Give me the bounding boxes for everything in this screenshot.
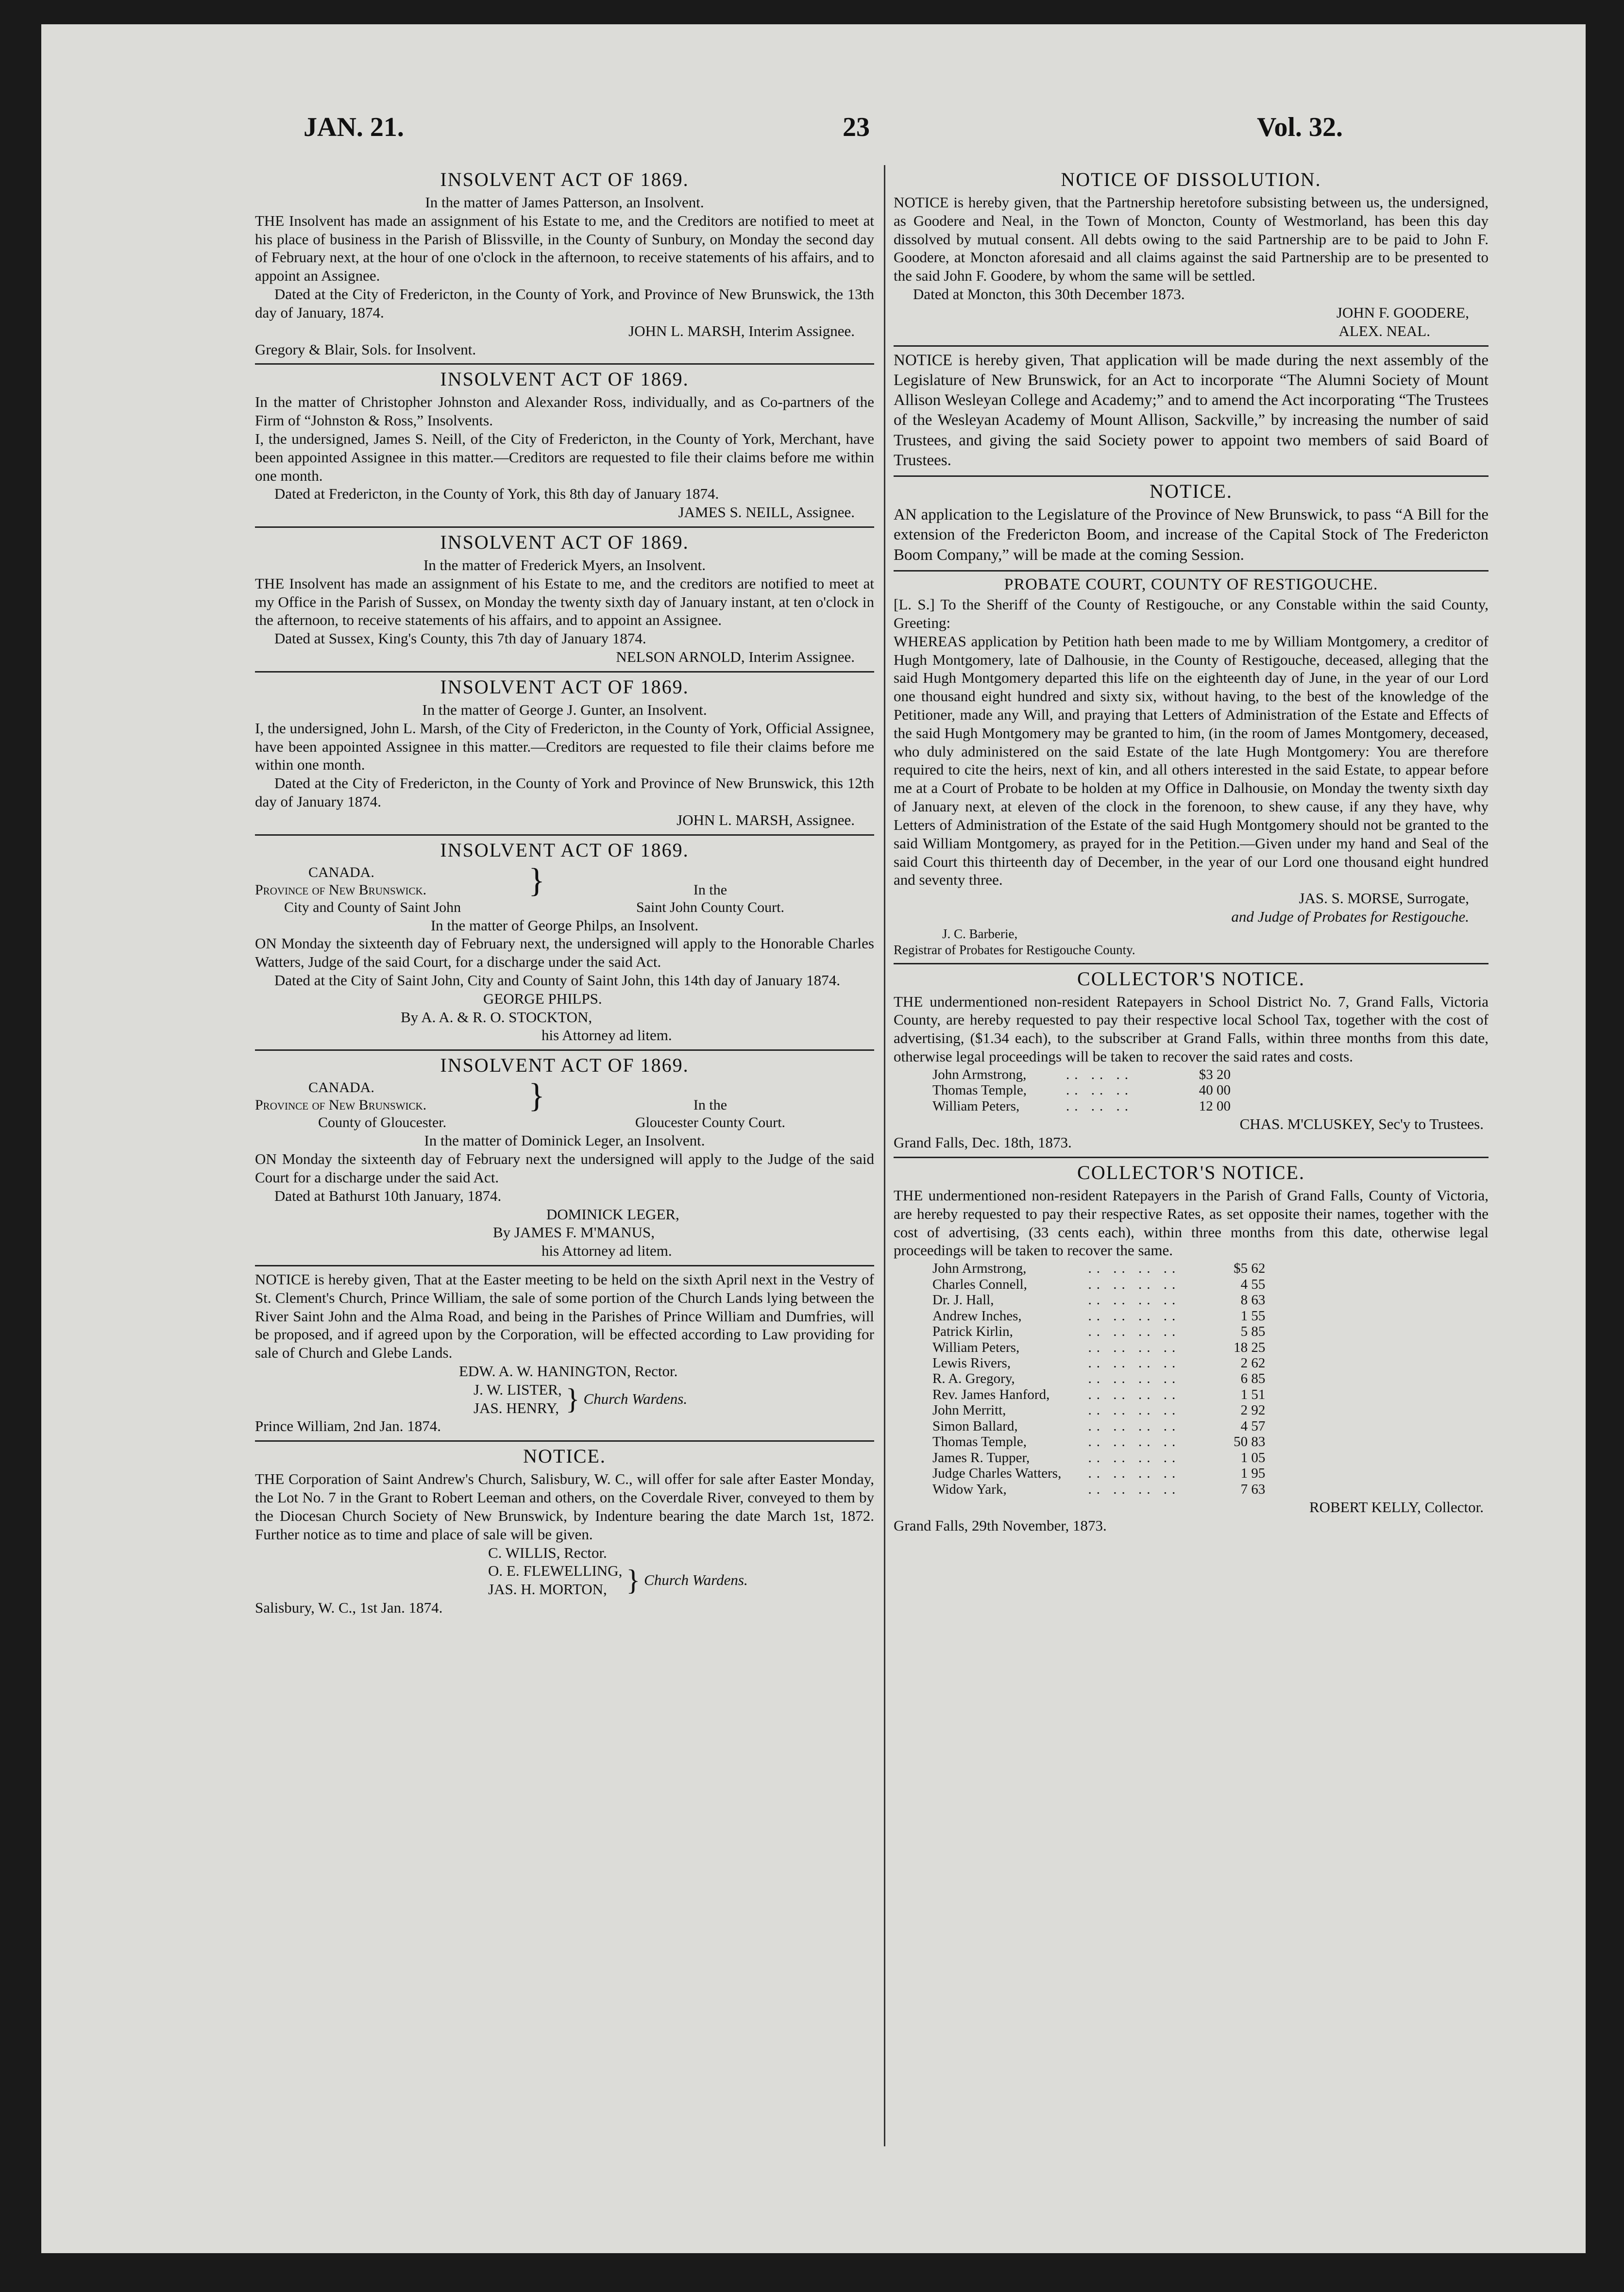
- ratepayer-row: [932, 1098, 1231, 1114]
- rector-signature: EDW. A. W. HANINGTON, Rector.: [459, 1363, 678, 1380]
- signature-by: By JAMES F. M'MANUS,: [493, 1224, 655, 1241]
- notice-body: THE undermentioned non-resident Ratepayers in School District No. 7, Grand Falls, Victoria County, are hereby requested to pay their respective local School Tax, together with the cost of advertising, ($1.34 each), to the subscriber at Grand Falls, within three months from this date, otherwise legal proceedings will be taken to recover the said rates and costs.: [894, 993, 1489, 1065]
- leader-dots: .. .. .. ..: [1088, 1434, 1181, 1450]
- notice-dissolution: [894, 165, 1489, 347]
- leader-dots: .. .. .. ..: [1088, 1276, 1181, 1292]
- notice-title: INSOLVENT ACT OF 1869.: [440, 368, 689, 390]
- ratepayer-row: [932, 1434, 1265, 1449]
- signature-by: By A. A. & R. O. STOCKTON,: [401, 1008, 592, 1026]
- notice-alumni-society: [894, 347, 1489, 477]
- notice-st-clements: [255, 1266, 874, 1442]
- notice-st-andrews: [255, 1442, 874, 1622]
- brace-icon: }: [528, 1077, 545, 1115]
- brace-icon: }: [626, 1564, 641, 1597]
- rate-amount: 8 63: [1240, 1292, 1266, 1308]
- notice-signature: JOHN L. MARSH, Assignee.: [677, 811, 855, 828]
- notice-probate-court: [894, 572, 1489, 964]
- ratepayer-name: Rev. James Hanford,: [932, 1386, 1050, 1402]
- ratepayer-row: [932, 1340, 1265, 1355]
- leader-dots: .. .. .. ..: [1088, 1339, 1181, 1355]
- notice-signature: CHAS. M'CLUSKEY, Sec'y to Trustees.: [1239, 1115, 1484, 1133]
- leader-dots: .. .. .. ..: [1088, 1261, 1181, 1277]
- notice-body: THE Insolvent has made an assignment of his Estate to me, and the Creditors are notified to meet at his place of business in the Parish of Blissville, in the County of Sunbury, on Monday the second day of February next, at the hour of one o'clock in the afternoon, to receive statements of his affairs, and to appoint an Assignee.: [255, 212, 874, 285]
- leader-dots: .. .. .. ..: [1088, 1402, 1181, 1418]
- ratepayer-name: Widow Yark,: [932, 1481, 1007, 1497]
- notice-philps: [255, 836, 874, 1051]
- notice-signature: NELSON ARNOLD, Interim Assignee.: [616, 648, 855, 666]
- ratepayer-name: John Armstrong,: [932, 1066, 1027, 1082]
- notice-body: NOTICE is hereby given, that the Partnership heretofore subsisting between us, the undersigned, as Goodere and Neal, in the Town of Moncton, County of Westmorland, has been this day dissolved by mutual consent. All debts owing to the said Partnership are to be paid to John F. Goodere, at Moncton aforesaid and all claims against the said Partnership are to be presented to the said John F. Goodere, by whom the same will be settled.: [894, 194, 1489, 285]
- ratepayer-name: Lewis Rivers,: [932, 1355, 1011, 1371]
- rate-amount: 6 85: [1240, 1371, 1266, 1387]
- notice-title: PROBATE COURT, COUNTY OF RESTIGOUCHE.: [1004, 575, 1378, 593]
- notice-body: I, the undersigned, James S. Neill, of the City of Fredericton, in the County of York, Merchant, have been appointed Assignee in this matter.—Creditors are requested to file their claims before me within one month.: [255, 430, 874, 484]
- notice-body: THE Corporation of Saint Andrew's Church, Salisbury, W. C., will offer for sale after Easter Monday, the Lot No. 7 in the Grant to Robert Leeman and others, on the Coverdale River, conveyed to them by the Diocesan Church Society of New Brunswick, by Indenture bearing the date March 1st, 1872. Further notice as to time and place of sale will be given.: [255, 1470, 874, 1543]
- notice-collector-parish: [894, 1158, 1489, 1540]
- notice-title: INSOLVENT ACT OF 1869.: [440, 1054, 689, 1077]
- ratepayer-name: R. A. Gregory,: [932, 1371, 1015, 1387]
- province-label: Province of New Brunswick.: [255, 1097, 427, 1113]
- rate-amount: 18 25: [1234, 1339, 1266, 1355]
- ratepayer-row: [932, 1261, 1265, 1276]
- notice-leger: [255, 1051, 874, 1266]
- court-name: Saint John County Court.: [636, 899, 785, 915]
- ratepayer-row: [932, 1450, 1265, 1466]
- notice-matter: In the matter of George Philps, an Insolvent.: [430, 916, 699, 934]
- ratepayer-name: Andrew Inches,: [932, 1308, 1022, 1324]
- notice-dated: Grand Falls, 29th November, 1873.: [894, 1517, 1107, 1534]
- leader-dots: .. .. ..: [1066, 1082, 1133, 1098]
- notice-dated: Prince William, 2nd Jan. 1874.: [255, 1417, 441, 1435]
- ratepayer-name: Judge Charles Watters,: [932, 1466, 1062, 1482]
- wardens-label: Church Wardens.: [583, 1390, 688, 1407]
- leader-dots: .. .. .. ..: [1088, 1292, 1181, 1308]
- rate-amount: $5 62: [1234, 1261, 1266, 1277]
- ratepayer-name: William Peters,: [932, 1339, 1020, 1355]
- rate-amount: 1 05: [1240, 1449, 1266, 1466]
- leader-dots: .. .. .. ..: [1088, 1371, 1181, 1387]
- notice-matter: In the matter of Dominick Leger, an Insolvent.: [424, 1132, 705, 1149]
- ratepayer-name: William Peters,: [932, 1098, 1020, 1114]
- rector-signature: C. WILLIS, Rector.: [488, 1544, 607, 1561]
- ratepayer-row: [932, 1082, 1231, 1098]
- signature-goodere: JOHN F. GOODERE,: [1336, 303, 1469, 321]
- leader-dots: .. .. .. ..: [1088, 1449, 1181, 1466]
- ratepayer-row: [932, 1418, 1265, 1434]
- leader-dots: .. .. .. ..: [1088, 1308, 1181, 1324]
- rate-amount: 50 83: [1234, 1434, 1266, 1450]
- notice-body: ON Monday the sixteenth day of February next, the undersigned will apply to the Honorable Charles Watters, Judge of the said Court, for a discharge under the said Act.: [255, 935, 874, 971]
- warden-name: O. E. FLEWELLING,: [488, 1562, 623, 1580]
- notice-body: THE undermentioned non-resident Ratepayers in the Parish of Grand Falls, County of Victoria, are hereby requested to pay their respective Rates, as set opposite their names, together with the cost of advertising, (33 cents each), within three months from this date, otherwise legal proceedings will be taken to recover the same.: [894, 1186, 1489, 1259]
- notice-title: INSOLVENT ACT OF 1869.: [440, 675, 689, 698]
- church-wardens: [255, 1381, 874, 1417]
- notice-title: COLLECTOR'S NOTICE.: [1077, 1161, 1305, 1183]
- rate-amount: $3 20: [1199, 1066, 1231, 1082]
- notice-dated: Dated at Sussex, King's County, this 7th day of January 1874.: [274, 630, 646, 647]
- leader-dots: .. .. .. ..: [1088, 1386, 1181, 1402]
- notice-matter: In the matter of Frederick Myers, an Insolvent.: [423, 556, 706, 573]
- notice-title: COLLECTOR'S NOTICE.: [1077, 967, 1305, 990]
- registrar-title: Registrar of Probates for Restigouche County.: [894, 942, 1135, 957]
- warden-name: JAS. H. MORTON,: [488, 1581, 607, 1598]
- ratepayers-table: [932, 1067, 1231, 1114]
- notice-matter: In the matter of George J. Gunter, an Insolvent.: [422, 701, 707, 718]
- ratepayer-row: [932, 1067, 1231, 1082]
- ratepayer-name: Charles Connell,: [932, 1276, 1027, 1292]
- notice-collector-school: [894, 964, 1489, 1158]
- notice-body: THE Insolvent has made an assignment of his Estate to me, and the creditors are notified to meet at my Office in the Parish of Sussex, on Monday the twenty sixth day of January instant, at ten o'clock in the afternoon, to receive statements of his affairs, and to appoint an Assignee.: [255, 574, 874, 629]
- notice-body: I, the undersigned, John L. Marsh, of the City of Fredericton, in the County of York, Official Assignee, have been appointed Assignee in this matter.—Creditors are requested to file their claims before me within one month.: [255, 719, 874, 774]
- ratepayer-row: [932, 1292, 1265, 1308]
- notice-dated: Dated at the City of Fredericton, in the County of York and Province of New Brunswick, this 12th day of January 1874.: [255, 775, 874, 810]
- notice-dated: Salisbury, W. C., 1st Jan. 1874.: [255, 1599, 443, 1616]
- rate-amount: 40 00: [1199, 1082, 1231, 1098]
- warden-name: JAS. HENRY,: [474, 1399, 559, 1416]
- left-column: [255, 165, 874, 2180]
- rate-amount: 4 55: [1240, 1276, 1266, 1292]
- ratepayer-name: James R. Tupper,: [932, 1449, 1030, 1466]
- court-in-label: In the: [693, 1097, 727, 1113]
- notice-body: ON Monday the sixteenth day of February next the undersigned will apply to the Judge of the said Court for a discharge under the said Act.: [255, 1150, 874, 1186]
- rate-amount: 5 85: [1240, 1324, 1266, 1340]
- ratepayers-table: [932, 1261, 1265, 1497]
- ratepayer-row: [932, 1387, 1265, 1402]
- wardens-label: Church Wardens.: [644, 1571, 748, 1589]
- ratepayer-name: John Armstrong,: [932, 1261, 1027, 1277]
- court-heading: [255, 861, 874, 916]
- canada-label: CANADA.: [308, 864, 374, 880]
- court-in-label: In the: [693, 881, 727, 898]
- church-wardens: [255, 1562, 874, 1599]
- ratepayer-name: Simon Ballard,: [932, 1418, 1018, 1434]
- rate-amount: 1 51: [1240, 1386, 1266, 1402]
- judge-title: and Judge of Probates for Restigouche.: [1231, 908, 1469, 925]
- rate-amount: 4 57: [1240, 1418, 1266, 1434]
- notice-matter: In the matter of Christopher Johnston and Alexander Ross, individually, and as Co-partners of the Firm of “Johnston & Ross,” Insolvents.: [255, 393, 874, 429]
- signature-attorney: his Attorney ad litem.: [541, 1242, 672, 1260]
- rate-amount: 1 95: [1240, 1466, 1266, 1482]
- ratepayer-row: [932, 1355, 1265, 1371]
- volume-number: Vol. 32.: [1257, 112, 1343, 142]
- notice-matter: In the matter of James Patterson, an Insolvent.: [425, 194, 704, 211]
- ratepayer-row: [932, 1466, 1265, 1481]
- notice-myers: [255, 528, 874, 673]
- notice-gunter: [255, 673, 874, 836]
- notice-body: WHEREAS application by Petition hath been made to me by William Montgomery, a creditor of Hugh Montgomery, late of Dalhousie, in the County of Restigouche, deceased, alleging that the said Hugh Montgomery departed this life on the eighteenth day of June, in the year of our Lord one thousand eight hundred and sixty six, without having, to the best of the knowledge of the Petitioner, made any Will, and praying that Letters of Administration of the Estate and Effects of the said Hugh Montgomery may be granted to him, (in the room of James Montgomery, deceased, who duly administered on the said Estate of the late Hugh Montgomery: You are therefore required to cite the heirs, next of kin, and all others interested in the said Estate, to appear before me at a Court of Probate to be holden at my Office in Dalhousie, on Monday the twenty sixth day of January next, at eleven of the clock in the forenoon, to shew cause, if any they have, why Letters of Administration of the Estate of the said Hugh Montgomery should not be granted to the said William Montgomery, as prayed for in the Petition.—Given under my hand and Seal of the said Court this thirteenth day of December, in the year of our Lord one thousand eight hundred and seventy three.: [894, 632, 1489, 889]
- newspaper-page: [41, 24, 1586, 2253]
- leader-dots: .. .. .. ..: [1088, 1466, 1181, 1482]
- rate-amount: 1 55: [1240, 1308, 1266, 1324]
- county-label: County of Gloucester.: [318, 1114, 447, 1131]
- registrar-name: J. C. Barberie,: [942, 926, 1018, 941]
- rate-amount: 2 92: [1240, 1402, 1266, 1418]
- page-number: 23: [843, 112, 870, 142]
- court-heading: [255, 1079, 874, 1131]
- surrogate-signature: JAS. S. MORSE, Surrogate,: [1299, 890, 1469, 907]
- notice-johnston-ross: [255, 365, 874, 528]
- notice-signature: JOHN L. MARSH, Interim Assignee.: [628, 322, 855, 339]
- notice-title: INSOLVENT ACT OF 1869.: [440, 531, 689, 553]
- leader-dots: .. .. ..: [1066, 1098, 1133, 1114]
- notice-body: NOTICE is hereby given, That application will be made during the next assembly of the Legislature of New Brunswick, for an Act to incorporate “The Alumni Society of Mount Allison Wesleyan College and Academy;” and to amend the Act incorporating “The Trustees of the Wesleyan Academy of Mount Allison, Sackville,” by increasing the number of said Trustees, and giving the said Society power to appoint two members of said Board of Trustees.: [894, 351, 1489, 469]
- province-label: Province of New Brunswick.: [255, 881, 427, 898]
- leader-dots: .. .. .. ..: [1088, 1355, 1181, 1371]
- notice-signature: ROBERT KELLY, Collector.: [1309, 1499, 1484, 1516]
- ratepayer-name: Dr. J. Hall,: [932, 1292, 994, 1308]
- notice-dated: Dated at the City of Fredericton, in the County of York, and Province of New Brunswick, the 13th day of January, 1874.: [255, 286, 874, 321]
- solicitors: Gregory & Blair, Sols. for Insolvent.: [255, 340, 476, 358]
- ratepayer-name: John Merritt,: [932, 1402, 1006, 1418]
- ratepayer-row: [932, 1324, 1265, 1339]
- ratepayer-row: [932, 1371, 1265, 1386]
- notice-title: NOTICE.: [1150, 480, 1233, 502]
- notice-title: NOTICE OF DISSOLUTION.: [1061, 169, 1321, 190]
- ratepayer-row: [932, 1277, 1265, 1292]
- court-name: Gloucester County Court.: [635, 1114, 786, 1131]
- notice-title: NOTICE.: [523, 1445, 606, 1467]
- leader-dots: .. .. .. ..: [1088, 1418, 1181, 1434]
- rate-amount: 12 00: [1199, 1098, 1231, 1114]
- issue-date: JAN. 21.: [304, 112, 404, 142]
- rate-amount: 7 63: [1240, 1481, 1266, 1497]
- signature-name: GEORGE PHILPS.: [483, 990, 602, 1007]
- column-divider: [884, 165, 885, 2146]
- ratepayer-name: Thomas Temple,: [932, 1082, 1027, 1098]
- right-column: [894, 165, 1489, 2180]
- ratepayer-name: Thomas Temple,: [932, 1434, 1027, 1450]
- warden-name: J. W. LISTER,: [474, 1381, 562, 1398]
- notice-dated: Grand Falls, Dec. 18th, 1873.: [894, 1134, 1072, 1151]
- notice-body: AN application to the Legislature of the Province of New Brunswick, to pass “A Bill for the extension of the Fredericton Boom, and increase of the Capital Stock of The Fredericton Boom Company,” will be made at the coming Session.: [894, 506, 1489, 564]
- ratepayer-row: [932, 1402, 1265, 1418]
- notice-body: NOTICE is hereby given, That at the Easter meeting to be held on the sixth April next in the Vestry of St. Clement's Church, Prince William, the sale of some portion of the Church Lands lying between the River Saint John and the Alma Road, and being in the Parishes of Prince William and Dumfries, will be proposed, and if agreed upon by the Corporation, will be effected according to Law providing for sale of Church and Glebe Lands.: [255, 1270, 874, 1362]
- notice-seal-address: [L. S.] To the Sheriff of the County of Restigouche, or any Constable within the said County, Greeting:: [894, 596, 1489, 631]
- rate-amount: 2 62: [1240, 1355, 1266, 1371]
- notice-dated: Dated at the City of Saint John, City and County of Saint John, this 14th day of January 1874.: [274, 972, 840, 989]
- notice-dated: Dated at Bathurst 10th January, 1874.: [274, 1187, 502, 1204]
- leader-dots: .. .. ..: [1066, 1066, 1133, 1082]
- notice-fredericton-boom: [894, 477, 1489, 572]
- notice-title: INSOLVENT ACT OF 1869.: [440, 839, 689, 861]
- signature-attorney: his Attorney ad litem.: [541, 1027, 672, 1044]
- signature-name: DOMINICK LEGER,: [546, 1205, 679, 1223]
- leader-dots: .. .. .. ..: [1088, 1324, 1181, 1340]
- page-header: [41, 112, 1586, 165]
- leader-dots: .. .. .. ..: [1088, 1481, 1181, 1497]
- brace-icon: }: [565, 1382, 580, 1415]
- notice-title: INSOLVENT ACT OF 1869.: [440, 169, 689, 190]
- ratepayer-row: [932, 1482, 1265, 1497]
- notice-dated: Dated at Moncton, this 30th December 1873.: [913, 286, 1185, 303]
- notice-dated: Dated at Fredericton, in the County of York, this 8th day of January 1874.: [274, 485, 719, 503]
- county-label: City and County of Saint John: [284, 899, 461, 915]
- ratepayer-row: [932, 1308, 1265, 1324]
- ratepayer-name: Patrick Kirlin,: [932, 1324, 1013, 1340]
- signature-neal: ALEX. NEAL.: [1338, 322, 1430, 339]
- brace-icon: }: [528, 861, 545, 899]
- canada-label: CANADA.: [308, 1079, 374, 1096]
- notice-signature: JAMES S. NEILL, Assignee.: [678, 504, 855, 521]
- notice-patterson: [255, 165, 874, 365]
